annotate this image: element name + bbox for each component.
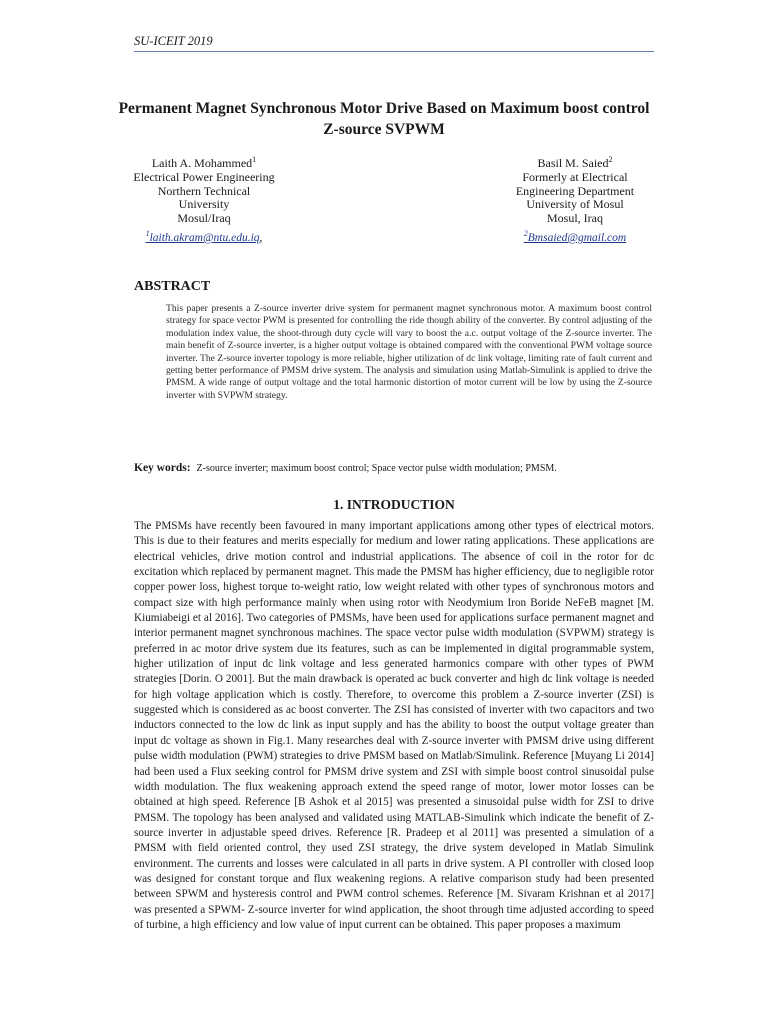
affiliation-line: Electrical Power Engineering [133, 169, 275, 184]
author-email-line: $^1$laith.akram@ntu.edu.iq, [145, 229, 263, 244]
affiliation-line: Engineering Department [515, 183, 635, 198]
header-rule [134, 51, 654, 52]
paper-title: Permanent Magnet Synchronous Motor Drive Based on Maximum boost control Z-source SVPWM [118, 100, 650, 138]
keywords-line [134, 462, 654, 474]
author-block-2 [495, 157, 655, 246]
author-name: Laith A. Mohammed$^1$ [151, 155, 257, 170]
affiliation-line: Northern Technical [157, 183, 251, 198]
author-email-line [495, 226, 655, 246]
affiliation-line: Formerly at Electrical [522, 169, 628, 184]
abstract-heading: ABSTRACT [134, 279, 211, 294]
affiliation-line: University of Mosul [526, 197, 624, 212]
author-email-link[interactable]: $^1$laith.akram@ntu.edu.iq [145, 229, 260, 244]
author-name: Basil M. Saied$^2$ [537, 155, 613, 170]
author-block-1 [120, 157, 288, 246]
author-email-link[interactable]: $^2$Bmsaied@gmail.com [523, 229, 627, 244]
introduction-body: The PMSMs have recently been favoured in many important applications among other types of electrical motors. This is due to their features and merits especially for medium and lower rating applications. These applications are electrical vehicles, drive motion control and industrial applications. The absence of coil in the rotor for dc excitation which replaced by permanent magnet. This made the PMSM has higher efficiency, due to negligible rotor copper power loss, highest torque to-weight ratio, low weight related with other types of synchronous motors and compact size with high performance mainly when using rotor with Neodymium Iron Boride NeFeB magnet [M. Kiumiabeigi et al 2016]. Two categories of PMSMs, have been used for applications surface permanent magnet and interior permanent magnet synchronous machines. The space vector pulse width modulation (SVPWM) strategy is preferred in ac motor drive system due its features, such as can be implemented in digital programmable system, higher utilization of input dc link voltage and less generated harmonics compare with other types of PWM strategies [Dorin. O 2001]. But the main drawback is operated ac buck converter and high dc link voltage is needed for high voltage application which is costly. Therefore, to overcome this problem a Z-source inverter (ZSI) is suggested which is considered as ac boost converter. The ZSI has consisted of inverter with two capacitors and two inductors connected to the low dc link as input supply and has the ability to boost the output voltage greater than input dc voltage as shown in Fig.1. Many researches deal with Z-source inverter with PMSM drive using different pulse width modulation (PWM) strategies to drive PMSM based on Matlab/Simulink. Reference [Muyang Li 2014] had been used a Flux seeking control for PMSM drive system and ZSI with simple boost control sinusoidal pulse width modulation. The flux weakening approach extend the speed range of motor, lower motor losses can be obtained at high speed. Reference [B Ashok et al 2015] was presented a sinusoidal pulse width for ZSI to drive PMSM. The topology has been analysed and validated using MATLAB-Simulink which indicate the benefit of Z-source inverter in adjustable speed drives. Reference [R. Pradeep et al 2011] was presented a simulation of a PMSM with field oriented control, they used ZSI strategy, the drive system developed in Matlab Simulink environment. The currents and losses were calculated in all parts in drive system. A PI controller with closed loop was designed for constant torque and flux weakening regions. A relative comparison study had been presented between SPWM and hysteresis control and PWM control schemes. Reference [M. Sivaram Krishnan et al 2017] was presented a SPWM- Z-source inverter for wind application, the shoot through time adjusted according to speed of turbine, a high efficiency and low value of input current can be obtained. This paper proposes a maximum [134, 520, 654, 931]
affiliation-line: Mosul, Iraq [547, 211, 603, 226]
abstract-body: This paper presents a Z-source inverter drive system for permanent magnet synchronous motor. A maximum boost control strategy for space vector PWM is presented for controlling the ride though ability of the converter. By control adjusting of the modulation index value, the shoot-through duty cycle will vary to boost the a.c. output voltage of the Z-source inverter. The main benefit of Z-source inverter, is a higher output voltage is obtained compared with the conventional PWM voltage source inverter. The Z-source inverter topology is more reliable, higher utilization of dc link voltage, limiting rate of fault current and getting better performance of PMSM drive system. The analysis and simulation using Matlab-Simulink is applied to drive the PMSM. A wide range of output voltage and the total harmonic distortion of motor current will be low by using the Z-source inverter with SVPWM strategy. [166, 303, 652, 401]
affiliation-line: University [178, 197, 230, 212]
running-head: SU-ICEIT 2019 [134, 34, 213, 48]
affiliation-line: Mosul/Iraq [177, 211, 231, 226]
section-heading-introduction: 1. INTRODUCTION [333, 497, 455, 512]
keywords-label: Key words: [134, 462, 191, 474]
keywords-text: Z-source inverter; maximum boost control; Space vector pulse width modulation; PMSM. [196, 463, 557, 474]
